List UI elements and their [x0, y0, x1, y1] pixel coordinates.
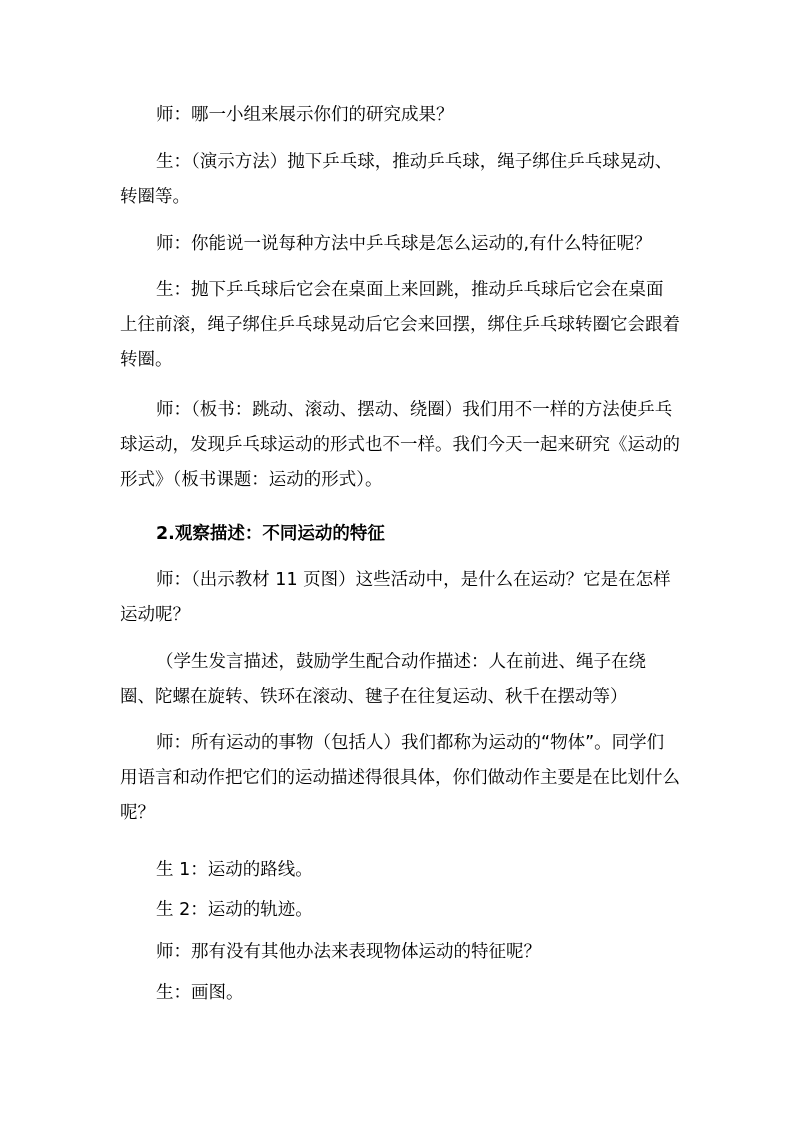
paragraph-student-description: （学生发言描述，鼓励学生配合动作描述：人在前进、绳子在绕圈、陀螺在旋转、铁环在滚动、毽子在往复运动、秋千在摆动等）: [120, 652, 646, 707]
paragraph-student-1: 生 1：运动的路线。: [156, 860, 313, 880]
paragraph-teacher-other-methods: 师：那有没有其他办法来表现物体运动的特征呢？: [156, 942, 541, 962]
paragraph-student-answer: 生：抛下乒乓球后它会在桌面上来回跳，推动乒乓球后它会在桌面上往前滚，绳子绑住乒乓球晃动后它会来回摆，绑住乒乓球转圈它会跟着转圈。: [120, 280, 680, 370]
paragraph-teacher-textbook: 师：（出示教材 11 页图）这些活动中，是什么在运动？它是在怎样运动呢？: [120, 570, 671, 625]
paragraph-teacher-ask-features: 师：你能说一说每种方法中乒乓球是怎么运动的,有什么特征呢？: [156, 234, 652, 254]
paragraph-teacher-objects: 师：所有运动的事物（包括人）我们都称为运动的“物体”。同学们用语言和动作把它们的运动描述得很具体，你们做动作主要是在比划什么呢？: [120, 733, 680, 823]
paragraph-teacher-blackboard: 师：（板书：跳动、滚动、摆动、绕圈）我们用不一样的方法使乒乓球运动，发现乒乓球运动的形式也不一样。我们今天一起来研究《运动的形式》（板书课题：运动的形式）。: [120, 400, 680, 490]
paragraph-student-draw: 生：画图。: [156, 983, 244, 1003]
paragraph-student-2: 生 2：运动的轨迹。: [156, 900, 313, 920]
paragraph-student-demo: 生：（演示方法）抛下乒乓球，推动乒乓球，绳子绑住乒乓球晃动、转圈等。: [120, 152, 673, 207]
section-heading: 2.观察描述：不同运动的特征: [156, 524, 385, 544]
paragraph-teacher-question: 师：哪一小组来展示你们的研究成果？: [156, 105, 454, 125]
